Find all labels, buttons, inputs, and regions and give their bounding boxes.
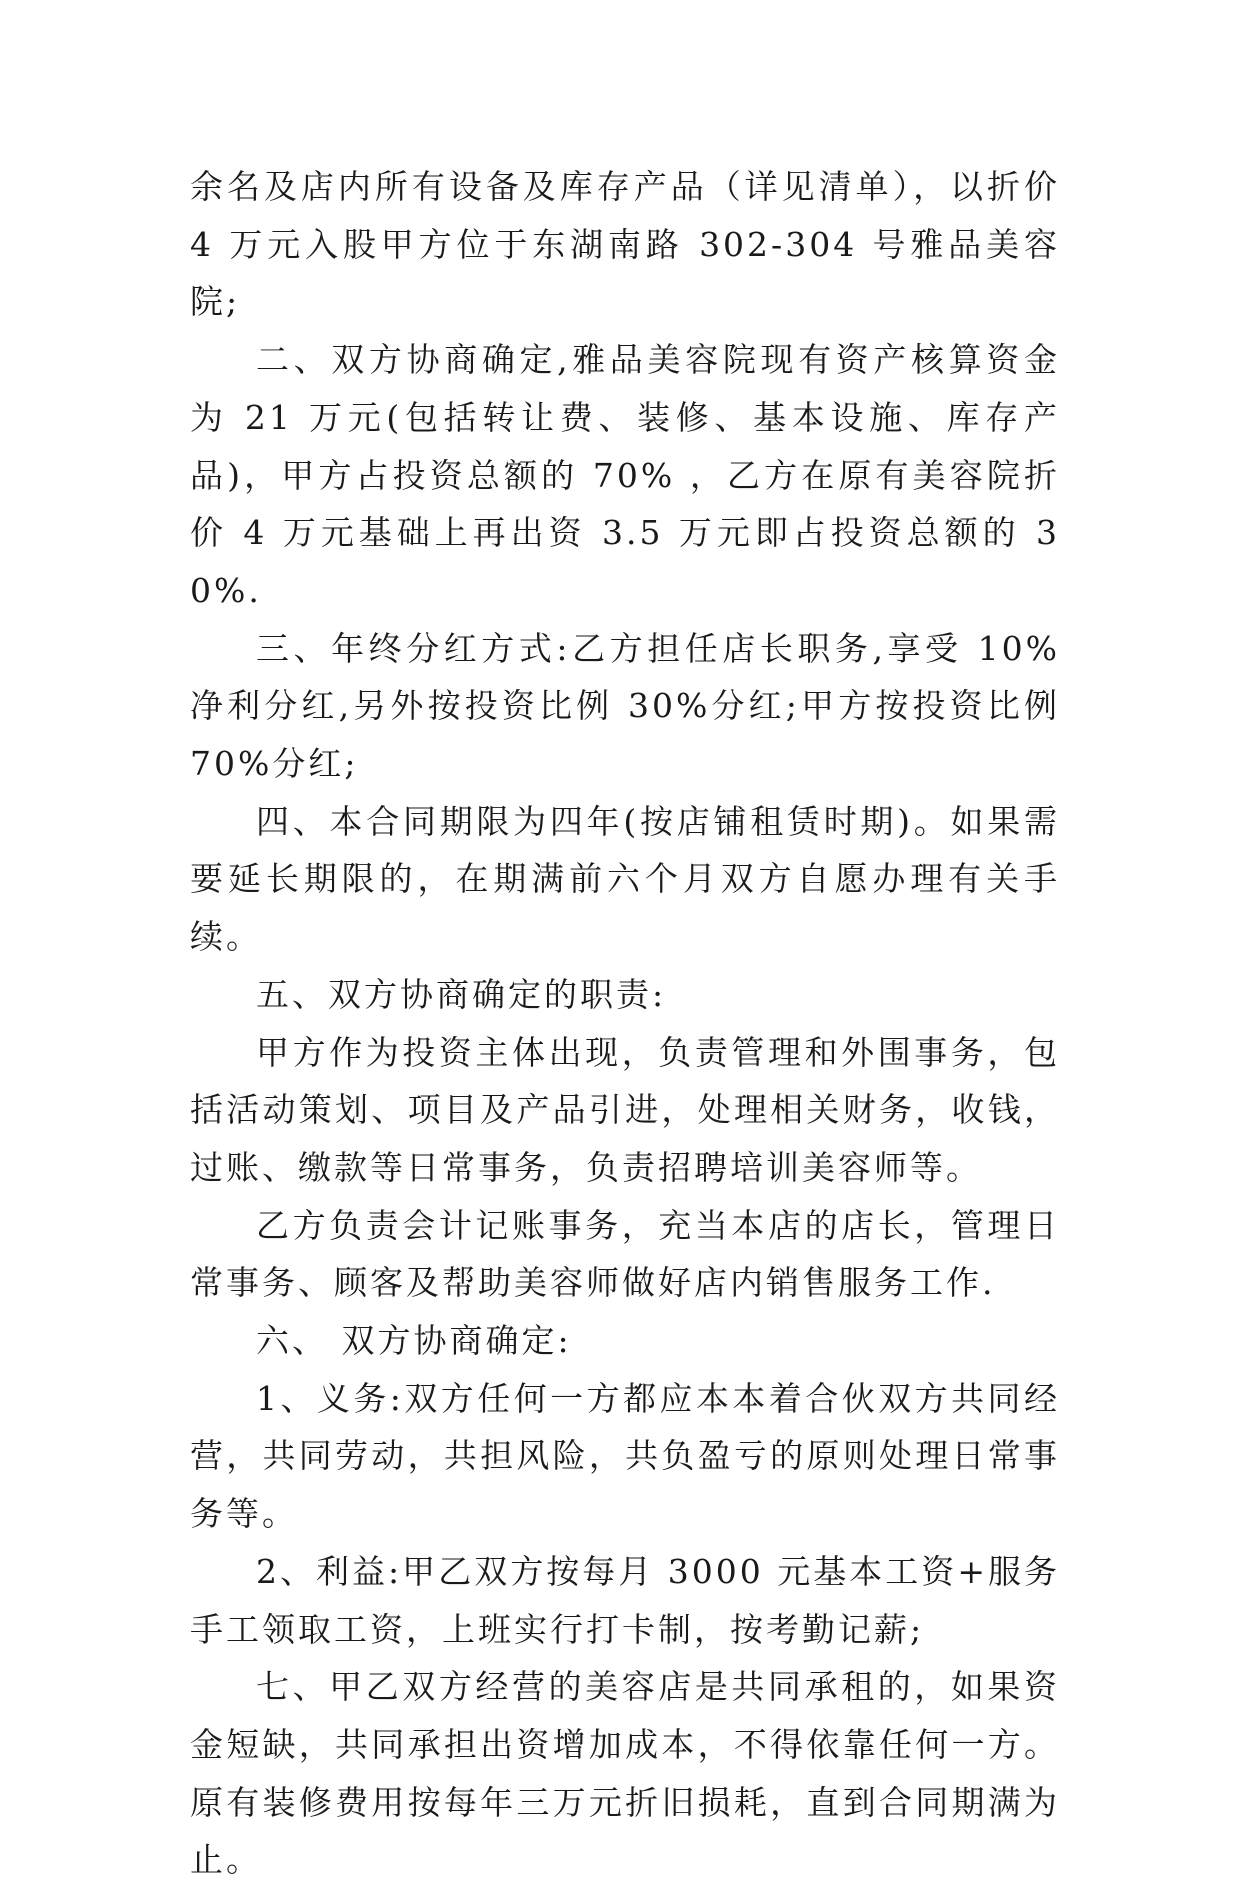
paragraph-clause-5-heading: 五、双方协商确定的职责: <box>256 974 667 1014</box>
paragraph-clause-4: 四、本合同期限为四年(按店铺租赁时期)。如果需要延长期限的，在期满前六个月双方自愿办理有关手续。 <box>190 801 1060 957</box>
paragraph-clause-3: 三、年终分红方式:乙方担任店长职务,享受 10%净利分红,另外按投资比例 30%分红;甲方按投资比例 70%分红; <box>190 628 1060 784</box>
paragraph-party-b-duties: 乙方负责会计记账事务，充当本店的店长，管理日常事务、顾客及帮助美容师做好店内销售服务工作. <box>190 1205 1060 1303</box>
paragraph-clause-6-heading: 六、 双方协商确定: <box>256 1321 572 1361</box>
paragraph-clause-2: 二、双方协商确定,雅品美容院现有资产核算资金为 21 万元(包括转让费、装修、基本设施、库存产品)，甲方占投资总额的 70% ，乙方在原有美容院折价 4 万元基础上再出资 3.5 万元即占投资总额的 30%. <box>190 340 1060 610</box>
paragraph-clause-7: 七、甲乙双方经营的美容店是共同承租的，如果资金短缺，共同承担出资增加成本，不得依靠任何一方。原有装修费用按每年三万元折旧损耗，直到合同期满为止。 <box>190 1667 1060 1880</box>
paragraph-party-a-duties: 甲方作为投资主体出现，负责管理和外围事务，包括活动策划、项目及产品引进，处理相关财务，收钱，过账、缴款等日常事务，负责招聘培训美容师等。 <box>190 1032 1060 1187</box>
paragraph-obligations: 1、义务:双方任何一方都应本本着合伙双方共同经营，共同劳动，共担风险，共负盈亏的原则处理日常事务等。 <box>190 1378 1060 1534</box>
document-body <box>190 158 1060 1889</box>
paragraph-continuation: 余名及店内所有设备及库存产品（详见清单），以折价 4 万元入股甲方位于东湖南路 302-304 号雅品美容院; <box>190 167 1060 322</box>
paragraph-benefits: 2、利益:甲乙双方按每月 3000 元基本工资+服务手工领取工资，上班实行打卡制，按考勤记薪; <box>190 1551 1060 1649</box>
